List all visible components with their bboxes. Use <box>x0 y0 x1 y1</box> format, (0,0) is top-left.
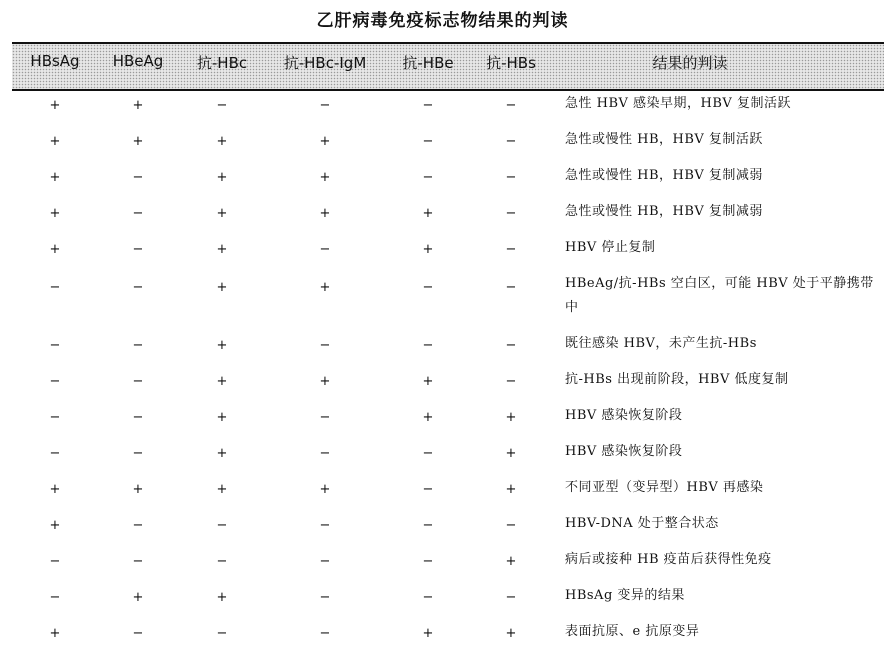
cell-hbsag: − <box>49 410 61 425</box>
cell-hbsag: − <box>49 338 61 353</box>
cell-interpretation: 急性 HBV 感染早期，HBV 复制活跃 <box>565 96 791 111</box>
cell-anti-hbc-igm: − <box>319 626 331 641</box>
table-row <box>12 402 884 438</box>
header-hbsag: HBsAg <box>30 52 80 70</box>
cell-anti-hbc-igm: + <box>319 134 331 149</box>
cell-anti-hbs: − <box>505 206 517 221</box>
table-row <box>12 270 884 330</box>
cell-interpretation: HBV 停止复制 <box>565 240 656 255</box>
cell-anti-hbe: + <box>422 206 434 221</box>
cell-anti-hbs: + <box>505 446 517 461</box>
cell-interpretation: HBV-DNA 处于整合状态 <box>565 516 719 531</box>
cell-anti-hbs: + <box>505 482 517 497</box>
cell-interpretation: 病后或接种 HB 疫苗后获得性免疫 <box>565 552 772 567</box>
cell-hbeag: − <box>132 410 144 425</box>
cell-anti-hbc-igm: + <box>319 280 331 295</box>
table-row <box>12 162 884 198</box>
cell-anti-hbc: − <box>216 554 228 569</box>
cell-anti-hbs: + <box>505 410 517 425</box>
cell-hbsag: − <box>49 374 61 389</box>
cell-hbeag: − <box>132 338 144 353</box>
cell-anti-hbs: − <box>505 280 517 295</box>
cell-hbsag: + <box>49 98 61 113</box>
table-row <box>12 546 884 582</box>
cell-anti-hbc: − <box>216 626 228 641</box>
cell-anti-hbe: − <box>422 482 434 497</box>
header-anti-hbs: 抗-HBs <box>486 54 536 72</box>
cell-interpretation: 急性或慢性 HB，HBV 复制减弱 <box>565 168 763 183</box>
cell-interpretation: HBeAg/抗-HBs 空白区，可能 HBV 处于平静携带中 <box>565 276 874 315</box>
table-row <box>12 474 884 510</box>
table-row <box>12 438 884 474</box>
cell-anti-hbe: − <box>422 518 434 533</box>
cell-anti-hbe: + <box>422 242 434 257</box>
table-row <box>12 90 884 126</box>
cell-hbsag: + <box>49 170 61 185</box>
cell-interpretation: 既往感染 HBV，未产生抗-HBs <box>565 336 757 351</box>
cell-anti-hbc: + <box>216 374 228 389</box>
cell-anti-hbc-igm: − <box>319 590 331 605</box>
cell-hbsag: + <box>49 134 61 149</box>
cell-anti-hbc-igm: + <box>319 482 331 497</box>
cell-anti-hbs: − <box>505 242 517 257</box>
cell-hbsag: + <box>49 206 61 221</box>
header-anti-hbc: 抗-HBc <box>196 54 248 72</box>
cell-hbsag: + <box>49 242 61 257</box>
cell-hbsag: + <box>49 518 61 533</box>
cell-hbeag: − <box>132 170 144 185</box>
cell-anti-hbe: + <box>422 626 434 641</box>
cell-anti-hbc: + <box>216 446 228 461</box>
cell-anti-hbc-igm: − <box>319 338 331 353</box>
cell-anti-hbc: − <box>216 98 228 113</box>
cell-anti-hbc: + <box>216 242 228 257</box>
cell-hbeag: − <box>132 626 144 641</box>
cell-hbeag: + <box>132 134 144 149</box>
cell-interpretation: 不同亚型（变异型）HBV 再感染 <box>565 480 764 495</box>
table-row <box>12 582 884 618</box>
table-row <box>12 366 884 402</box>
cell-anti-hbs: − <box>505 170 517 185</box>
cell-anti-hbc-igm: − <box>319 98 331 113</box>
cell-anti-hbc: + <box>216 410 228 425</box>
cell-anti-hbs: − <box>505 338 517 353</box>
cell-anti-hbc-igm: − <box>319 410 331 425</box>
cell-anti-hbs: + <box>505 554 517 569</box>
cell-hbeag: − <box>132 518 144 533</box>
cell-anti-hbs: − <box>505 374 517 389</box>
cell-anti-hbc: + <box>216 170 228 185</box>
cell-hbeag: + <box>132 98 144 113</box>
cell-anti-hbs: − <box>505 518 517 533</box>
header-anti-hbc-igm: 抗-HBc-IgM <box>283 54 367 72</box>
cell-hbsag: − <box>49 280 61 295</box>
cell-hbeag: − <box>132 280 144 295</box>
cell-anti-hbc-igm: + <box>319 374 331 389</box>
cell-anti-hbe: − <box>422 98 434 113</box>
cell-anti-hbe: − <box>422 554 434 569</box>
cell-anti-hbe: − <box>422 446 434 461</box>
cell-anti-hbe: − <box>422 280 434 295</box>
cell-anti-hbc-igm: − <box>319 446 331 461</box>
cell-anti-hbc: + <box>216 134 228 149</box>
table-row <box>12 234 884 270</box>
cell-hbeag: + <box>132 590 144 605</box>
cell-interpretation: HBV 感染恢复阶段 <box>565 444 683 459</box>
cell-hbeag: − <box>132 206 144 221</box>
cell-hbeag: − <box>132 242 144 257</box>
cell-anti-hbc-igm: + <box>319 206 331 221</box>
cell-hbsag: − <box>49 554 61 569</box>
cell-anti-hbc-igm: − <box>319 554 331 569</box>
cell-anti-hbc: + <box>216 280 228 295</box>
cell-hbeag: − <box>132 446 144 461</box>
cell-anti-hbs: + <box>505 626 517 641</box>
header-anti-hbe: 抗-HBe <box>402 54 454 72</box>
cell-anti-hbc-igm: − <box>319 242 331 257</box>
cell-anti-hbe: − <box>422 170 434 185</box>
cell-hbsag: + <box>49 482 61 497</box>
cell-anti-hbs: − <box>505 134 517 149</box>
cell-interpretation: 表面抗原、e 抗原变异 <box>565 624 700 639</box>
cell-interpretation: HBsAg 变异的结果 <box>565 588 685 603</box>
table-row <box>12 198 884 234</box>
cell-interpretation: HBV 感染恢复阶段 <box>565 408 683 423</box>
cell-anti-hbs: − <box>505 98 517 113</box>
header-hbeag: HBeAg <box>112 52 164 70</box>
cell-anti-hbc: + <box>216 590 228 605</box>
cell-anti-hbe: − <box>422 338 434 353</box>
cell-anti-hbc-igm: + <box>319 170 331 185</box>
cell-hbeag: − <box>132 554 144 569</box>
cell-hbsag: + <box>49 626 61 641</box>
cell-anti-hbc: + <box>216 338 228 353</box>
table-row <box>12 618 884 654</box>
table-row <box>12 330 884 366</box>
cell-anti-hbe: + <box>422 374 434 389</box>
cell-interpretation: 急性或慢性 HB，HBV 复制减弱 <box>565 204 763 219</box>
cell-anti-hbs: − <box>505 590 517 605</box>
cell-hbsag: − <box>49 446 61 461</box>
table-row <box>12 126 884 162</box>
cell-hbeag: + <box>132 482 144 497</box>
cell-interpretation: 抗-HBs 出现前阶段，HBV 低度复制 <box>565 372 789 387</box>
cell-anti-hbe: − <box>422 134 434 149</box>
cell-anti-hbe: + <box>422 410 434 425</box>
table-row <box>12 510 884 546</box>
cell-hbeag: − <box>132 374 144 389</box>
cell-anti-hbc-igm: − <box>319 518 331 533</box>
cell-interpretation: 急性或慢性 HB，HBV 复制活跃 <box>565 132 763 147</box>
cell-anti-hbc: + <box>216 206 228 221</box>
cell-anti-hbc: + <box>216 482 228 497</box>
cell-anti-hbc: − <box>216 518 228 533</box>
cell-hbsag: − <box>49 590 61 605</box>
table-title: 乙肝病毒免疫标志物结果的判读 <box>316 11 569 31</box>
header-interpretation: 结果的判读 <box>652 54 728 72</box>
cell-anti-hbe: − <box>422 590 434 605</box>
